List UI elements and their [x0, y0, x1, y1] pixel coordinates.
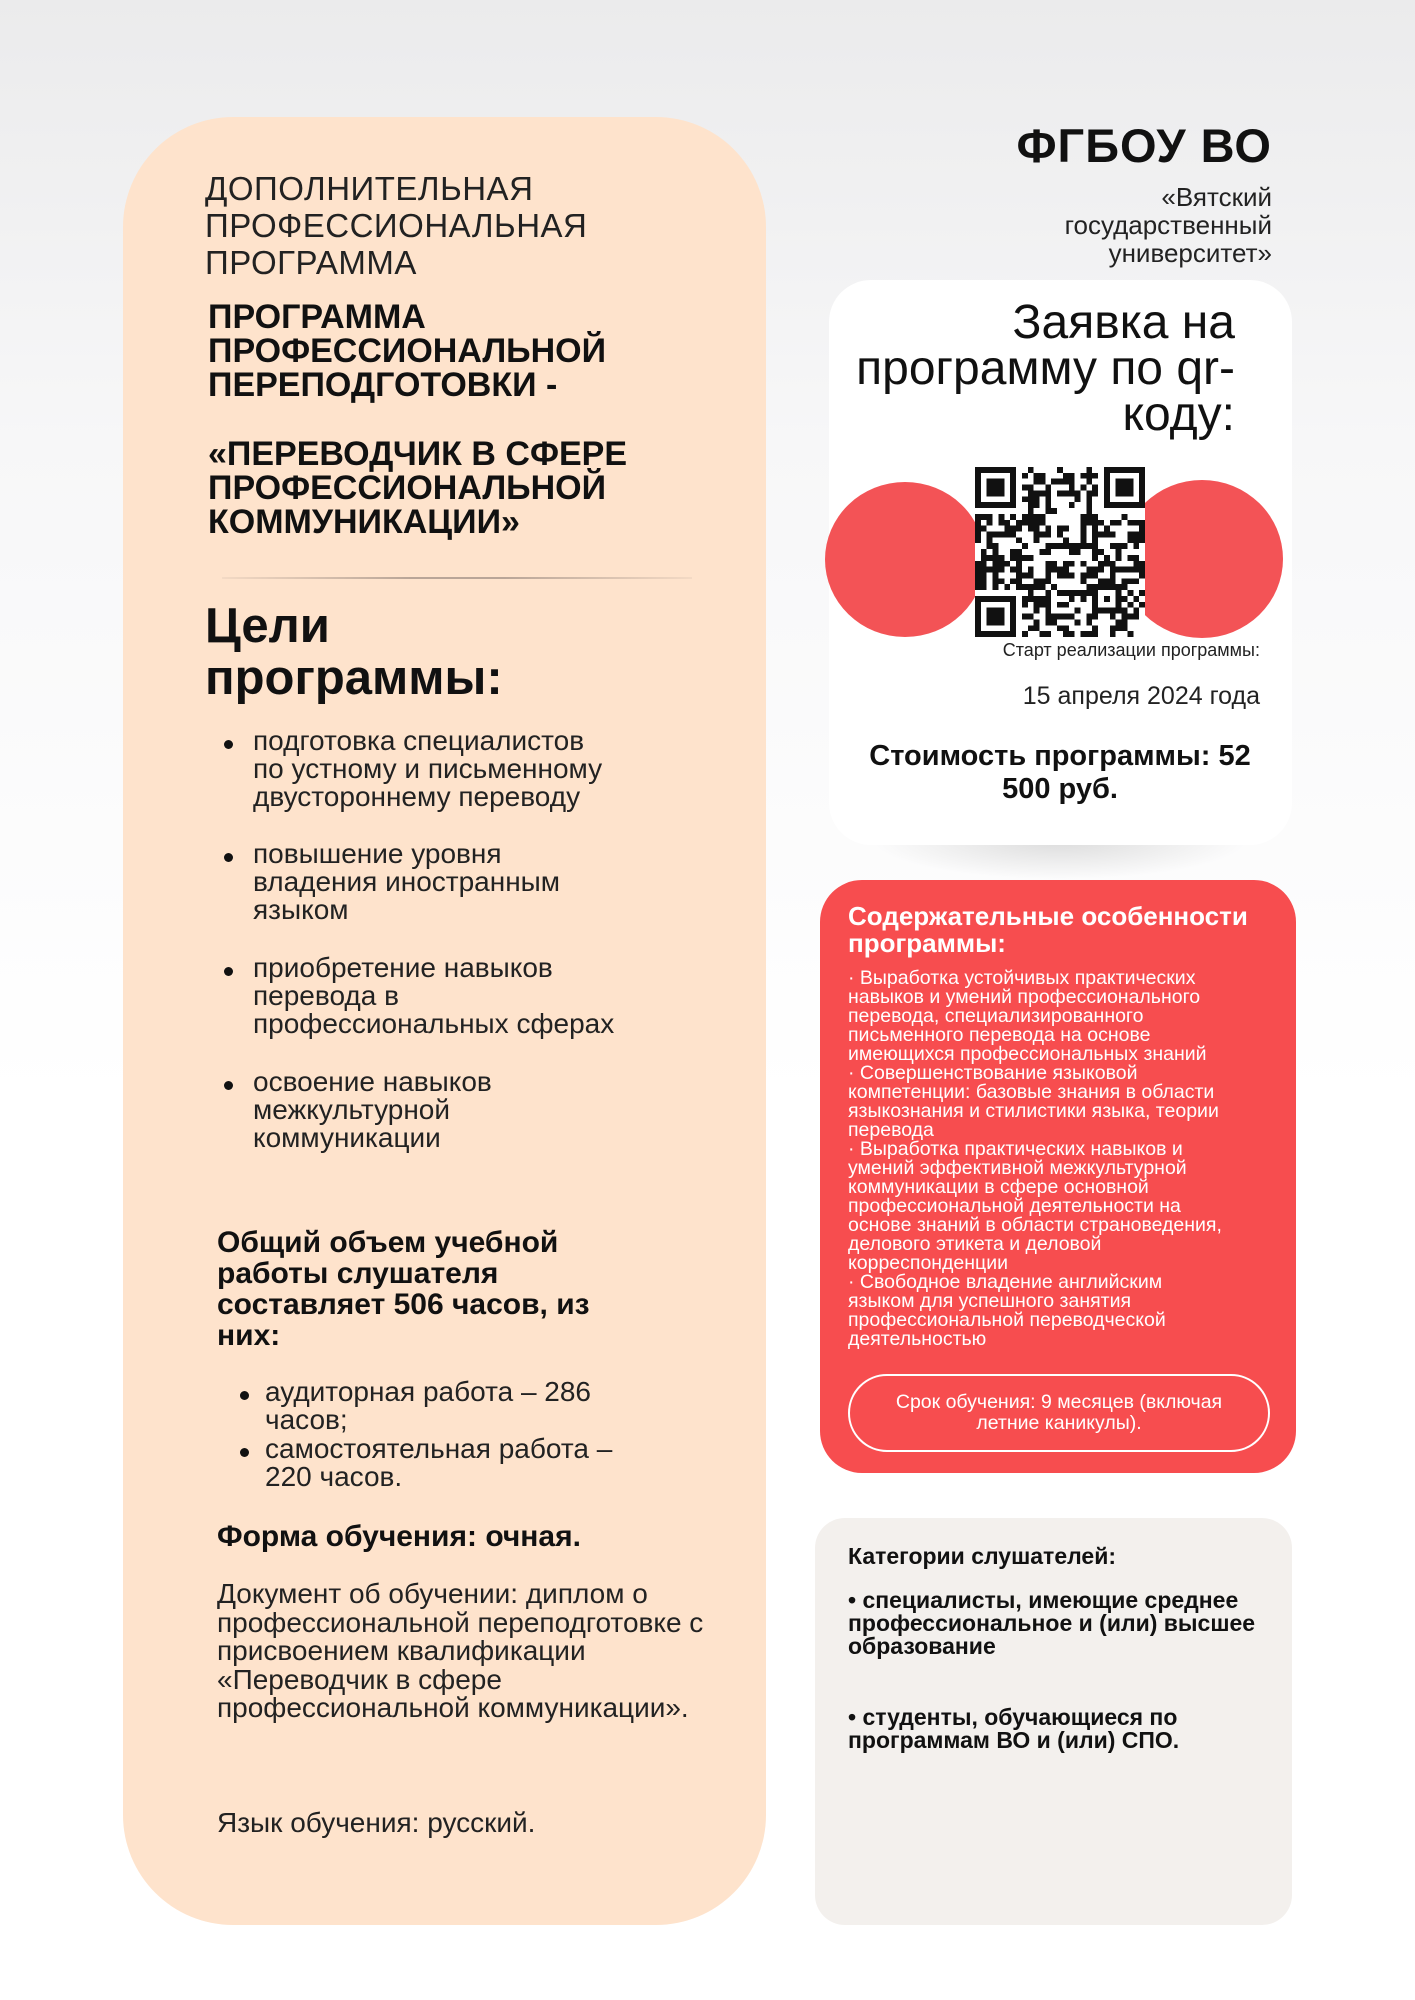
program-name-title: «ПЕРЕВОДЧИК В СФЕРЕ ПРОФЕССИОНАЛЬНОЙ КОММУНИКАЦИИ»: [208, 435, 627, 541]
hours-item: [265, 1435, 735, 1491]
divider: [222, 577, 692, 579]
program-type-title: ПРОГРАММА ПРОФЕССИОНАЛЬНОЙ ПЕРЕПОДГОТОВКИ -: [208, 298, 607, 404]
goals-heading: Цели программы:: [205, 599, 503, 705]
hours-text: аудиторная работа – 286 часов;: [265, 1376, 592, 1435]
pre-title: ДОПОЛНИТЕЛЬНАЯ ПРОФЕССИОНАЛЬНАЯ ПРОГРАММА: [205, 170, 588, 281]
bullet-icon: [224, 853, 233, 862]
goal-text: приобретение навыков перевода в профессиональных сферах: [253, 952, 615, 1039]
bullet-icon: [240, 1448, 249, 1457]
decor-circle-right: [1121, 480, 1283, 638]
bullet-icon: [240, 1391, 249, 1400]
bullet-icon: [224, 967, 233, 976]
study-language: Язык обучения: русский.: [217, 1807, 536, 1838]
goal-item: [253, 727, 723, 811]
start-label: Старт реализации программы:: [1002, 640, 1260, 660]
qr-code-icon[interactable]: [975, 467, 1145, 637]
goal-item: [253, 954, 723, 1038]
card-shadow: [870, 840, 1250, 880]
decor-circle-left: [825, 482, 985, 637]
bullet-icon: [224, 740, 233, 749]
category-item: • специалисты, имеющие среднее профессиональное и (или) высшее образование: [848, 1587, 1256, 1659]
goal-text: освоение навыков межкультурной коммуникации: [253, 1066, 492, 1153]
goal-text: подготовка специалистов по устному и письменному двустороннему переводу: [253, 725, 603, 812]
duration-badge: [848, 1374, 1270, 1452]
goal-text: повышение уровня владения иностранным языком: [253, 838, 561, 925]
document-info: Документ об обучении: диплом о профессиональной переподготовке с присвоением квалификации «Переводчик в сфере профессиональной коммуникации».: [217, 1578, 704, 1723]
content-heading: Содержательные особенности программы:: [848, 901, 1248, 958]
start-date: 15 апреля 2024 года: [1022, 682, 1260, 710]
study-form: Форма обучения: очная.: [217, 1520, 581, 1553]
categories-heading: Категории слушателей:: [848, 1543, 1117, 1569]
goal-item: [253, 840, 723, 924]
program-cost: Стоимость программы: 52 500 руб.: [869, 740, 1251, 805]
bullet-icon: [224, 1081, 233, 1090]
goals-list: [253, 727, 723, 1167]
university-abbr: ФГБОУ ВО: [1016, 119, 1272, 172]
category-item: • студенты, обучающиеся по программам ВО и (или) СПО.: [848, 1704, 1180, 1753]
hours-item: [265, 1378, 735, 1434]
duration-text: Срок обучения: 9 месяцев (включая летние каникулы).: [895, 1391, 1223, 1434]
goal-item: [253, 1068, 723, 1152]
hours-text: самостоятельная работа – 220 часов.: [265, 1433, 613, 1492]
apply-text: Заявка на программу по qr-коду:: [856, 296, 1235, 441]
content-body: · Выработка устойчивых практических навыков и умений профессионального перевода, специализированного письменного перевода на основе имеющихся профессиональных знаний · Совершенствование языковой компетенции: базовые знания в области языкознания и стилистики языка, теории перевода · Выработка практических навыков и умений эффективной межкультурной коммуникации в сфере основной профессиональной деятельности на основe знаний в области страноведения, делового этикета и деловой корреспонденции · Свободное владение английским языком для успешного занятия профессиональной переводческой деятельностью: [848, 967, 1222, 1350]
hours-list: [265, 1378, 705, 1498]
university-name: «Вятский государственный университет»: [1064, 182, 1272, 268]
volume-heading: Общий объем учебной работы слушателя составляет 506 часов, из них:: [217, 1226, 590, 1352]
